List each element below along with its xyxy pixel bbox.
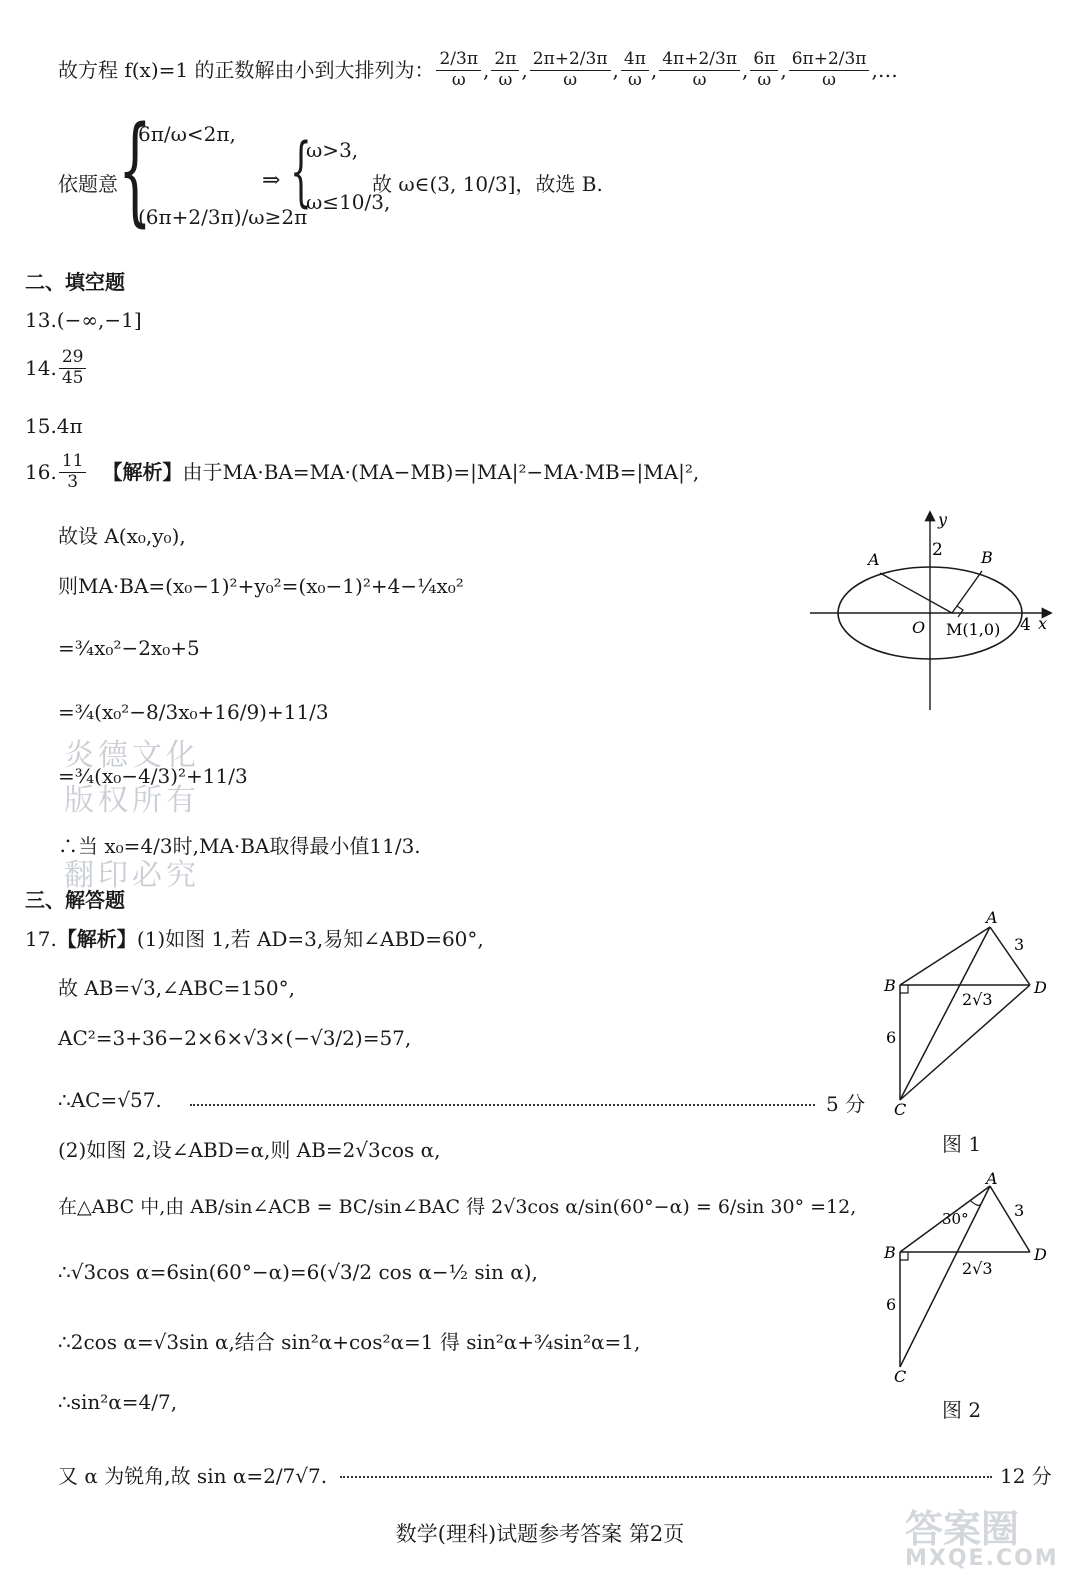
system-left-2: (6π+2/3π)/ω≥2π [138,205,308,229]
system-conclusion: 故 ω∈(3, 10/3]，故选 B. [372,172,603,196]
system-label: 依题意 [58,172,118,196]
right-brace: { [290,126,312,215]
q17-line8: ∴2cos α=√3sin α,结合 sin²α+cos²α=1 得 sin²α+¾sin²α=1, [58,1330,641,1354]
right-angle-mark [957,606,963,617]
term-6: $\frac{6\pi}{\omega}$ [750,50,778,90]
fig1-B: B [884,976,896,995]
q16-line2: 故设 A(x₀,y₀), [58,524,186,548]
label-O: O [912,618,926,637]
q17-line7: ∴√3cos α=6sin(60°−α)=6(√3/2 cos α−½ sin α), [58,1260,538,1284]
intro-line: 故方程 f(x)=1 的正数解由小到大排列为： $\frac{2/3\pi}{\omega}$ , $\frac{2\pi}{\omega}$ , $\frac{2\pi+2/3\pi}{\omega}$ , $\frac{4\pi}{\omega}$ , $\frac{4\pi+2/3\pi}{\omega}$ , $\frac{6\pi}{\omega}$ , $\frac{6\pi+2/3\pi}{\omega}$ ,… [58,48,898,90]
answer-14: 14. $\frac{29}{45}$ [25,348,88,388]
fig1-bc: 6 [886,1028,897,1047]
term-1: $\frac{2/3\pi}{\omega}$ [436,50,481,90]
q16-line6: =¾(x₀−4/3)²+11/3 [58,764,248,788]
figure-1 [870,905,1060,1120]
fig1-bd: 2√3 [962,990,993,1009]
fig1-C: C [894,1100,907,1119]
term-7: $\frac{6\pi+2/3\pi}{\omega}$ [789,50,870,90]
figure-2 [870,1172,1060,1387]
system-left-1: 6π/ω<2π, [138,122,236,146]
fig2-angle: 30° [942,1210,969,1228]
answer-13: 13.(−∞,−1] [25,308,142,332]
fig1-D: D [1034,978,1047,997]
system-arrow: ⇒ [262,168,281,193]
system-right-1: ω>3, [306,138,359,162]
watermark-line1: 炎德文化 [64,738,200,773]
fig2-bd: 2√3 [962,1259,993,1278]
segment-MB [952,571,982,613]
section-solve: 三、解答题 [25,888,125,912]
term-5: $\frac{4\pi+2/3\pi}{\omega}$ [659,50,740,90]
q17-score2: 12 分 [1000,1464,1052,1488]
q16-line1: 由于MA·BA=MA·(MA−MB)=|MA|²−MA·MB=|MA|², [182,460,700,485]
leader-dots-2 [340,1476,992,1478]
fig1-caption: 图 1 [942,1132,982,1156]
fig1-ad: 3 [1014,935,1025,954]
fig2-C: C [894,1367,907,1386]
fig2-ad: 3 [1014,1201,1025,1220]
segment-MA [880,573,952,613]
q16-answer-frac: $\frac{11}{3}$ [59,452,87,492]
q16-ellipse-figure [800,505,1060,715]
fig2-caption: 图 2 [942,1398,982,1422]
fig1-A: A [986,908,998,927]
fig2-bc: 6 [886,1295,897,1314]
label-x: x [1038,614,1048,633]
q17-line3: AC²=3+36−2×6×√3×(−√3/2)=57, [58,1026,412,1050]
intro-ellipsis: ,… [871,58,898,82]
watermark-line2: 版权所有 [64,783,200,818]
logo-text: 答案圈 [905,1507,1020,1551]
intro-prefix: 故方程 f(x)=1 的正数解由小到大排列为： [58,58,435,82]
term-2: $\frac{2\pi}{\omega}$ [491,50,519,90]
q17-line4: ∴AC=√57. [58,1088,162,1112]
q17-line6: 在△ABC 中,由 AB/sin∠ACB = BC/sin∠BAC 得 2√3cos α/sin(60°−α) = 6/sin 30° =12, [58,1196,857,1218]
label-y: y [938,510,948,529]
answer-14-frac: $\frac{29}{45}$ [59,348,87,388]
answer-15: 15.4π [25,414,83,438]
label-A: A [868,550,880,569]
q17-line2: 故 AB=√3,∠ABC=150°, [58,976,295,1000]
logo-url: MXQE.COM [905,1546,1059,1571]
q17-score1: 5 分 [826,1092,866,1116]
system-right-2: ω≤10/3, [306,190,391,214]
q16-line3: 则MA·BA=(x₀−1)²+y₀²=(x₀−1)²+4−¼x₀² [58,574,464,598]
leader-dots-1 [190,1104,815,1106]
label-four: 4 [1020,615,1031,635]
term-3: $\frac{2\pi+2/3\pi}{\omega}$ [530,50,611,90]
q17-line9: ∴sin²α=4/7, [58,1390,178,1414]
q16-line5: =¾(x₀²−8/3x₀+16/9)+11/3 [58,700,329,724]
q16-line4: =¾x₀²−2x₀+5 [58,636,200,660]
fig2-A: A [986,1172,998,1188]
watermark-line3: 翻印必究 [64,858,200,893]
left-brace: { [118,100,152,238]
q17-line5: (2)如图 2,设∠ABD=α,则 AB=2√3cos α, [58,1138,441,1162]
q17-line1: (1)如图 1,若 AD=3,易知∠ABD=60°, [136,927,484,951]
fig2-B: B [884,1243,896,1262]
section-fill-blank: 二、填空题 [25,270,125,294]
label-M: M(1,0) [946,620,1001,639]
fig2-D: D [1034,1245,1047,1264]
term-4: $\frac{4\pi}{\omega}$ [621,50,649,90]
q17-line10: 又 α 为锐角,故 sin α=2/7√7. [58,1464,328,1488]
page-footer: 数学(理科)试题参考答案 第2页 [395,1522,685,1546]
label-B: B [981,548,993,567]
label-two: 2 [932,540,943,560]
q17-header: 17.【解析】(1)如图 1,若 AD=3,易知∠ABD=60°, [25,927,484,951]
q16-line7: ∴当 x₀=4/3时,MA·BA取得最小值11/3. [58,834,421,858]
q16-header: 16. $\frac{11}{3}$ 【解析】 由于MA·BA=MA·(MA−MB)=|MA|²−MA·MB=|MA|², [25,451,700,492]
